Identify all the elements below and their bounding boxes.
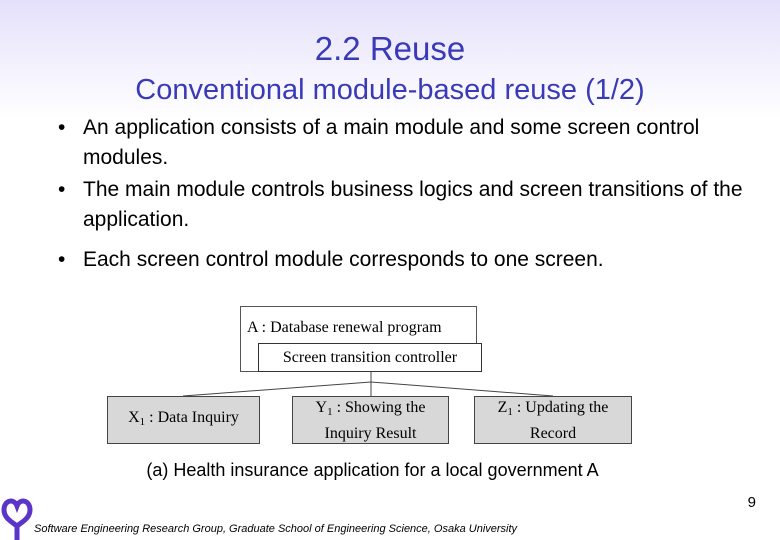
- main-module-label: A : Database renewal program: [247, 319, 442, 336]
- footer-organization: Software Engineering Research Group, Graduate School of Engineering Science, Osaka University: [34, 523, 518, 535]
- bullet-text: The main module controls business logics and screen transitions of the application.: [83, 178, 743, 231]
- module-subscript: 1: [507, 405, 513, 418]
- module-subscript: 1: [139, 416, 146, 428]
- page-number: 9: [747, 494, 756, 511]
- module-label-line1: : Showing the: [332, 398, 426, 416]
- slide-subtitle: Conventional module-based reuse (1/2): [135, 74, 645, 106]
- bullet-text: An application consists of a main module and some screen control modules.: [83, 116, 700, 169]
- diagram-caption: (a) Health insurance application for a local government A: [146, 460, 599, 480]
- slide-title: 2.2 Reuse: [314, 30, 466, 67]
- bullet-dot: •: [58, 248, 66, 271]
- bullet-text: Each screen control module corresponds to one screen.: [83, 248, 604, 271]
- screen-transition-controller-box: Screen transition controller: [258, 343, 482, 372]
- module-letter: Z: [497, 398, 508, 416]
- screen-module-x1: [107, 396, 260, 444]
- bullet-dot: •: [58, 116, 66, 139]
- module-letter: X: [128, 409, 140, 426]
- module-label-line1: : Data Inquiry: [145, 409, 239, 426]
- screen-module-y1: [292, 396, 449, 444]
- module-label-line2: Inquiry Result: [324, 424, 417, 442]
- screen-module-z1: [474, 396, 632, 444]
- module-subscript: 1: [327, 405, 333, 418]
- module-letter: Y: [315, 398, 328, 416]
- module-label-line2: Record: [529, 424, 577, 442]
- bullet-dot: •: [58, 178, 66, 201]
- module-label-line1: : Updating the: [512, 398, 609, 416]
